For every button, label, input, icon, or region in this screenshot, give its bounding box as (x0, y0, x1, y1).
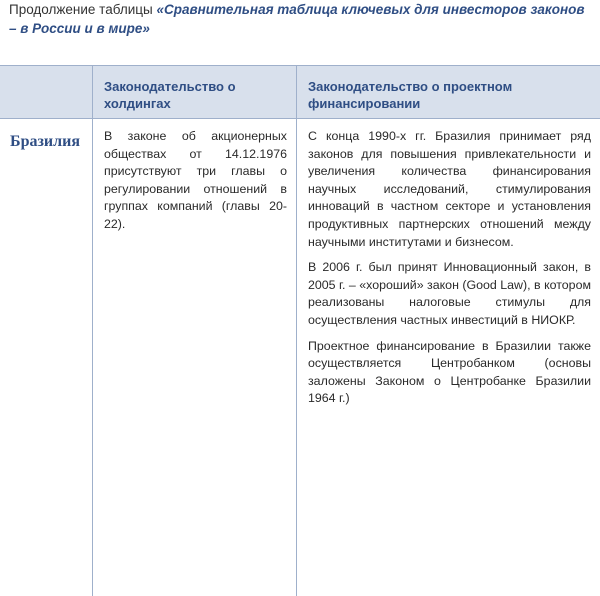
caption-title: «Сравнительная таблица ключевых для инвесторов законов – в России и в мире» (9, 2, 585, 36)
row-country: Бразилия (10, 133, 80, 150)
table-caption (9, 0, 589, 38)
header-holdings: Законодательство о холдингах (104, 79, 236, 111)
project-finance-paragraph-2: В 2006 г. был принят Инновационный закон, в 2005 г. – «хороший» закон (Good Law), в котором реализованы налоговые стимулы для осуществления частных инвестиций в НИОКР. (308, 260, 591, 327)
header-project-finance: Законодательство о проектном финансировании (308, 79, 513, 111)
column-divider-1 (92, 65, 93, 596)
project-finance-paragraph-1: С конца 1990-х гг. Бразилия принимает ряд законов для повышения привлекательности и увеличения количества финансирования научных исследований, стимулирования инноваций в частном секторе и установления продуктивных партнерских отношений между научными институтами и бизнесом. (308, 129, 591, 249)
cell-holdings (104, 128, 287, 242)
project-finance-paragraph-3: Проектное финансирование в Бразилии также осуществляется Центробанком (основы заложены Законом о Центробанке Бразилии 1964 г.) (308, 338, 591, 406)
cell-project-finance (308, 128, 591, 416)
holdings-text: В законе об акционерных обществах от 14.12.1976 присутствуют три главы о регулировании отношений в группах компаний (главы 20-22). (104, 129, 287, 231)
comparison-table (0, 65, 600, 596)
column-divider-2 (296, 65, 297, 596)
caption-lead: Продолжение таблицы (9, 2, 157, 17)
